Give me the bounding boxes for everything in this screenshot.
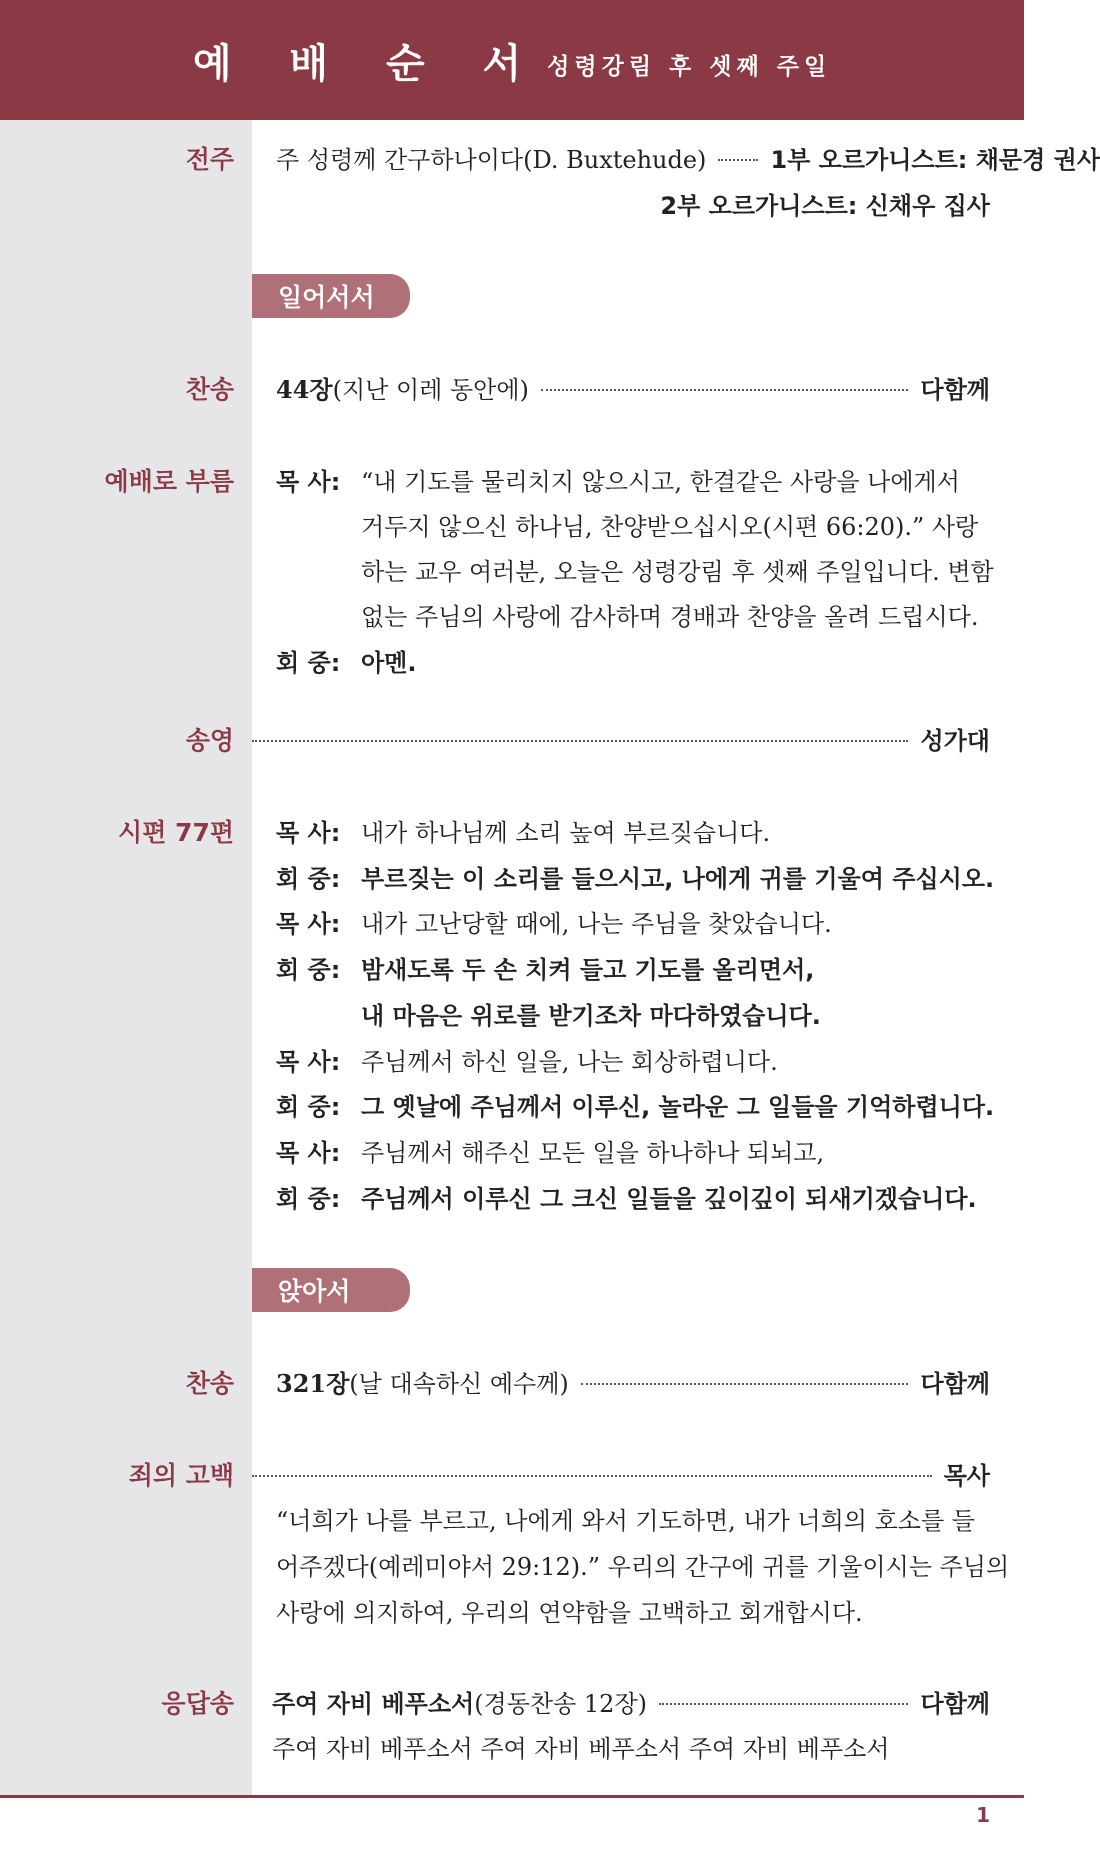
leader-dots	[541, 389, 909, 391]
page-number: 1	[976, 1803, 990, 1827]
psalm-line	[276, 1133, 990, 1168]
sit-badge: 앉아서	[252, 1268, 410, 1312]
hymn1-line	[276, 370, 990, 405]
call-pastor-line	[276, 462, 990, 497]
speaker: 회 중:	[276, 1093, 341, 1121]
call-label: 예배로 부름	[104, 467, 234, 496]
organist-1: 1부 오르가니스트: 채문경 권사	[770, 146, 1100, 174]
response-song-title: 주여 자비 베푸소서	[272, 1689, 475, 1718]
speaker: 회 중:	[276, 956, 341, 984]
psalm-line	[276, 1087, 995, 1122]
psalm-line-text: 부르짖는 이 소리를 들으시고, 나에게 귀를 기울여 주십시오.	[361, 865, 995, 893]
anthem-performer: 성가대	[920, 727, 990, 755]
response-song-source: (경동찬송 12장)	[474, 1690, 648, 1718]
response-song-performer: 다함께	[920, 1690, 990, 1718]
response-song-line	[272, 1684, 990, 1719]
psalm-line	[276, 813, 990, 848]
organist-2: 2부 오르가니스트: 신채우 집사	[660, 192, 990, 220]
page-header	[0, 0, 1024, 120]
speaker: 목 사:	[276, 1139, 341, 1167]
hymn2-label: 찬송	[185, 1369, 234, 1398]
confession-text-line: 사랑에 의지하여, 우리의 연약함을 고백하고 회개합시다.	[276, 1599, 863, 1627]
hymn1-performer: 다함께	[920, 376, 990, 404]
leader-dots	[718, 159, 758, 161]
speaker: 회 중:	[276, 865, 341, 893]
psalm-line	[276, 1179, 990, 1214]
response-song-label: 응답송	[161, 1689, 234, 1718]
leader-dots	[252, 740, 908, 742]
hymn2-number: 321장	[276, 1369, 350, 1398]
prelude-line	[276, 140, 1100, 175]
prelude-label: 전주	[185, 145, 234, 174]
hymn2-title: (날 대속하신 예수께)	[349, 1370, 569, 1398]
confession-label: 죄의 고백	[128, 1461, 234, 1490]
confession-performer: 목사	[943, 1462, 990, 1490]
hymn1-number: 44장	[276, 375, 333, 404]
speaker: 목 사:	[276, 468, 341, 496]
hymn2-performer: 다함께	[920, 1370, 990, 1398]
call-text-line: “내 기도를 물리치지 않으시고, 한결같은 사랑을 나에게서	[361, 468, 960, 496]
psalm-line	[276, 950, 990, 985]
prelude-piece: 주 성령께 간구하나이다(D. Buxtehude)	[276, 146, 707, 174]
page-title: 예 배 순 서	[192, 40, 544, 87]
call-text-line: 거두지 않으신 하나님, 찬양받으십시오(시편 66:20).” 사랑	[361, 513, 979, 541]
speaker: 목 사:	[276, 910, 341, 938]
anthem-label: 송영	[185, 726, 234, 755]
page-subtitle: 성령강림 후 셋째 주일	[547, 53, 832, 80]
speaker: 목 사:	[276, 819, 341, 847]
confession-text-line: “너희가 나를 부르고, 나에게 와서 기도하면, 내가 너희의 호소를 들	[276, 1507, 975, 1535]
psalm-line-text: 주님께서 하신 일을, 나는 회상하렵니다.	[361, 1048, 778, 1076]
call-text-line: 하는 교우 여러분, 오늘은 성령강림 후 셋째 주일입니다. 변함	[361, 558, 994, 586]
stand-badge: 일어서서	[252, 274, 410, 318]
response-song-lyrics: 주여 자비 베푸소서 주여 자비 베푸소서 주여 자비 베푸소서	[272, 1735, 890, 1763]
psalm-line-text: 내가 고난당할 때에, 나는 주님을 찾았습니다.	[361, 910, 832, 938]
speaker: 목 사:	[276, 1048, 341, 1076]
psalm-line	[276, 996, 990, 1031]
psalm-line-text: 밤새도록 두 손 치켜 들고 기도를 올리면서,	[361, 956, 815, 984]
speaker: 회 중:	[276, 1185, 341, 1213]
confession-line	[252, 1456, 990, 1491]
confession-text-line: 어주겠다(예레미야서 29:12).” 우리의 간구에 귀를 기울이시는 주님의	[276, 1553, 1010, 1581]
leader-dots	[581, 1383, 909, 1385]
psalm-line-text: 내가 하나님께 소리 높여 부르짖습니다.	[361, 819, 771, 847]
leader-dots	[659, 1703, 908, 1705]
hymn1-title: (지난 이레 동안에)	[332, 376, 529, 404]
psalm-line	[276, 904, 990, 939]
footer-rule	[0, 1795, 1024, 1798]
psalm-line	[276, 1042, 990, 1077]
psalm-line-text: 그 옛날에 주님께서 이루신, 놀라운 그 일들을 기억하렵니다.	[361, 1093, 995, 1121]
psalm-line-text: 주님께서 이루신 그 크신 일들을 깊이깊이 되새기겠습니다.	[361, 1185, 977, 1213]
call-response: 아멘.	[361, 649, 417, 677]
psalm-line-text: 내 마음은 위로를 받기조차 마다하였습니다.	[361, 1002, 821, 1030]
speaker: 회 중:	[276, 649, 341, 677]
hymn1-label: 찬송	[185, 375, 234, 404]
hymn2-line	[276, 1364, 990, 1399]
psalm-line	[276, 859, 995, 894]
call-text-line: 없는 주님의 사랑에 감사하며 경배과 찬양을 올려 드립시다.	[361, 603, 979, 631]
psalm-line-text: 주님께서 해주신 모든 일을 하나하나 되뇌고,	[361, 1139, 825, 1167]
psalm-label: 시편 77편	[118, 818, 234, 847]
call-congregation-line	[276, 643, 990, 678]
anthem-line	[252, 721, 990, 756]
leader-dots	[252, 1475, 932, 1477]
